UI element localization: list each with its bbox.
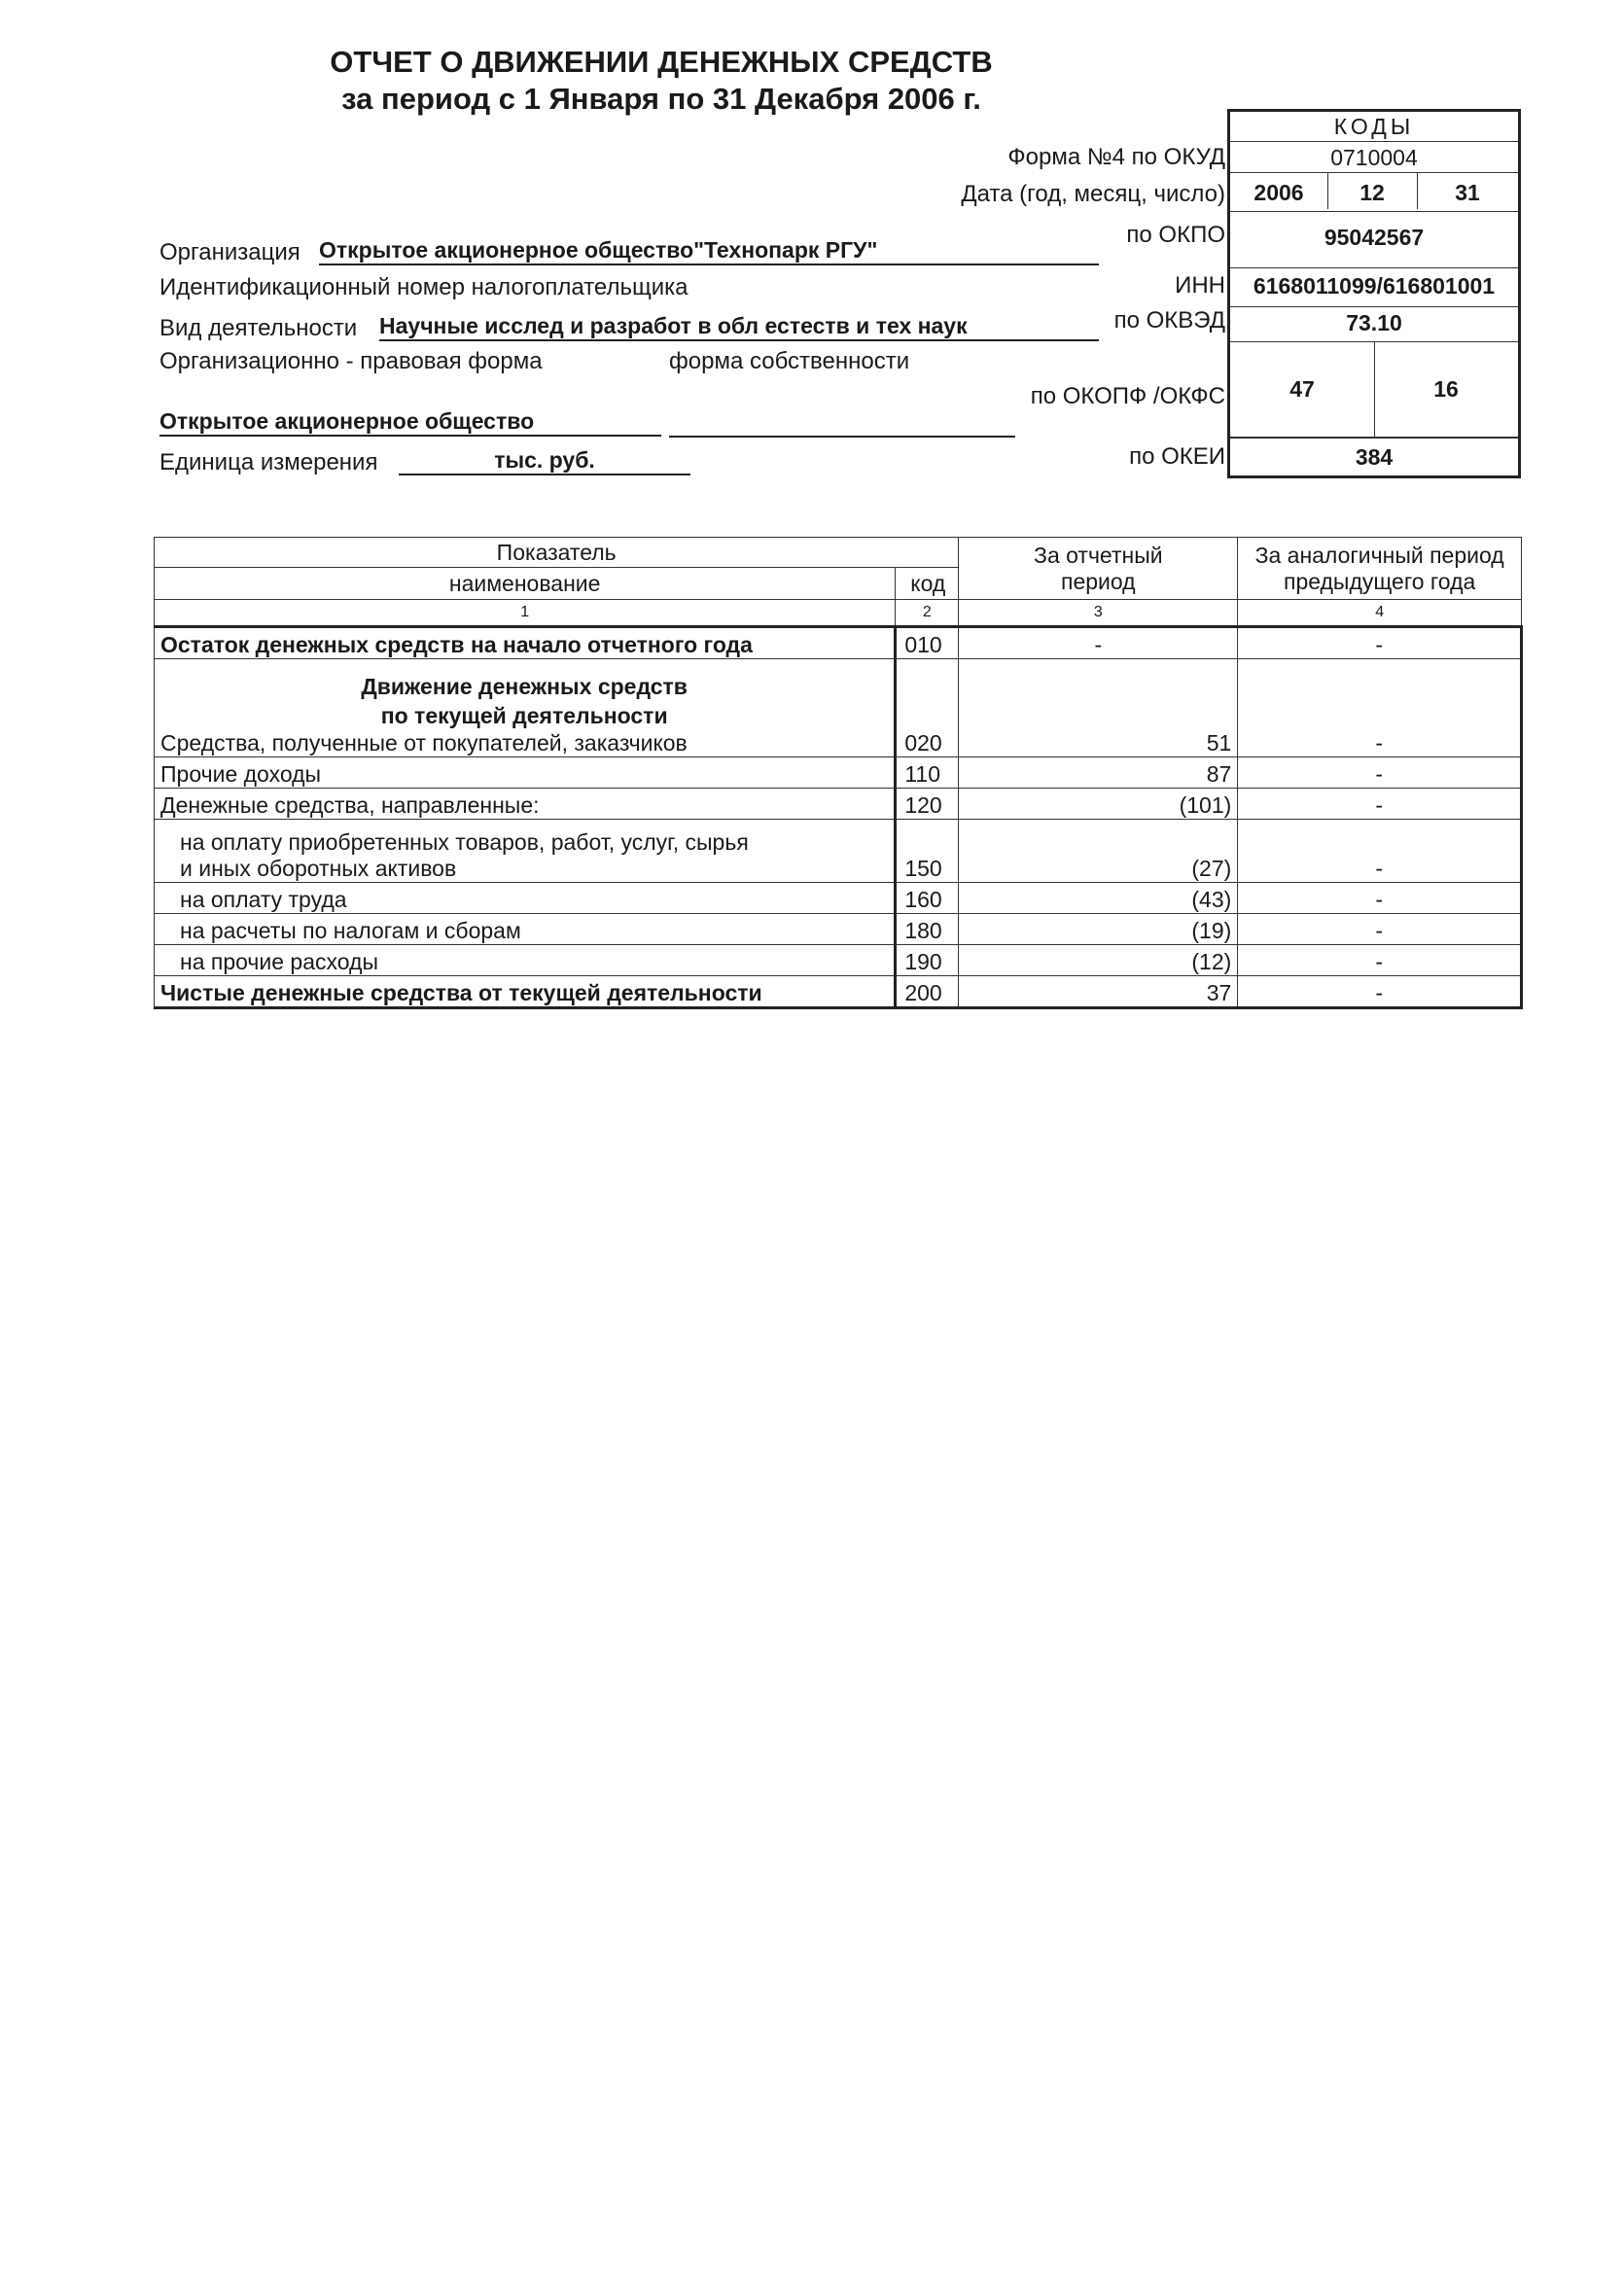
table-row [155,820,1522,883]
row-previous: - [1238,789,1522,820]
header-prev-line2: предыдущего года [1283,568,1476,594]
legal-form-value: Открытое акционерное общество [159,408,661,437]
row-current: (27) [959,820,1238,883]
okpo-label: по ОКПО [1126,222,1225,248]
column-index: 2 [896,600,959,627]
row-code: 020 [896,659,959,757]
row-current: (101) [959,789,1238,820]
row-current: 87 [959,757,1238,789]
row-name-line2: и иных оборотных активов [180,856,457,881]
row-name: Прочие доходы [155,757,896,789]
okfs-code: 16 [1433,376,1459,402]
unit-value: тыс. руб. [399,447,690,475]
activity-value: Научные исслед и разработ в обл естеств и тех наук [379,313,1099,341]
okud-code: 0710004 [1330,145,1418,170]
form-okud-label: Форма №4 по ОКУД [1007,144,1225,170]
ownership-value-line [669,408,1015,438]
table-row [155,789,1522,820]
row-previous: - [1238,659,1522,757]
row-previous: - [1238,976,1522,1008]
section-heading: по текущей деятельности [380,703,668,728]
date-day: 31 [1455,180,1480,205]
codes-header: КОДЫ [1333,114,1415,139]
row-previous: - [1238,883,1522,914]
row-code: 150 [896,820,959,883]
row-code: 110 [896,757,959,789]
okpo-code: 95042567 [1324,225,1425,250]
table-row [155,627,1522,659]
header-current-line1: За отчетный [1034,542,1163,568]
row-previous: - [1238,914,1522,945]
report-period: за период с 1 Января по 31 Декабря 2006 г. [341,82,981,116]
inn-label: ИНН [1175,272,1225,299]
row-name: Чистые денежные средства от текущей деятельности [155,976,896,1008]
row-code: 200 [896,976,959,1008]
table-row [155,914,1522,945]
header-previous-period [1238,538,1522,600]
row-name: Денежные средства, направленные: [155,789,896,820]
row-code: 180 [896,914,959,945]
legal-form-label: Организационно - правовая форма [159,348,543,374]
row-current: (43) [959,883,1238,914]
column-index: 4 [1238,600,1522,627]
date-label: Дата (год, месяц, число) [961,181,1225,207]
row-name: на оплату труда [155,883,896,914]
row-code: 160 [896,883,959,914]
row-current: (19) [959,914,1238,945]
table-row [155,757,1522,789]
row-current: 37 [959,976,1238,1008]
header-current-period [959,538,1238,600]
taxpayer-id-label: Идентификационный номер налогоплательщика [159,274,688,300]
row-previous: - [1238,757,1522,789]
date-year: 2006 [1253,180,1304,205]
column-index: 3 [959,600,1238,627]
okved-code: 73.10 [1346,310,1402,335]
row-name: на прочие расходы [155,945,896,976]
row-name-line1: на оплату приобретенных товаров, работ, услуг, сырья [180,829,749,855]
row-previous: - [1238,627,1522,659]
header-current-line2: период [1061,568,1136,594]
codes-box [1227,109,1521,478]
okei-label: по ОКЕИ [1129,443,1225,470]
okopf-okfs-label: по ОКОПФ /ОКФС [1030,383,1225,409]
row-code: 190 [896,945,959,976]
row-previous: - [1238,945,1522,976]
ownership-label: форма собственности [669,348,910,374]
date-month: 12 [1359,180,1385,205]
table-row [155,945,1522,976]
row-previous: - [1238,820,1522,883]
header-code: код [896,568,959,600]
okved-label: по ОКВЭД [1113,307,1225,334]
table-row [155,976,1522,1008]
row-code: 120 [896,789,959,820]
table-row [155,659,1522,757]
row-current: (12) [959,945,1238,976]
row-name [155,820,896,883]
report-title: ОТЧЕТ О ДВИЖЕНИИ ДЕНЕЖНЫХ СРЕДСТВ [330,45,993,79]
row-name: Остаток денежных средств на начало отчетного года [155,627,896,659]
row-name: Средства, полученные от покупателей, заказчиков [160,730,688,756]
row-name-with-section [155,659,896,757]
row-current: - [959,627,1238,659]
org-label: Организация [159,239,300,265]
header-indicator: Показатель [155,538,959,568]
inn-code: 6168011099/616801001 [1253,273,1496,299]
header-prev-line1: За аналогичный период [1254,542,1504,568]
okei-code: 384 [1355,444,1394,470]
section-heading: Движение денежных средств [361,674,688,699]
header-name: наименование [155,568,896,600]
activity-label: Вид деятельности [159,315,358,341]
org-name: Открытое акционерное общество"Технопарк РГУ" [319,237,1099,265]
row-name: на расчеты по налогам и сборам [155,914,896,945]
unit-label: Единица измерения [159,449,378,475]
table-row [155,883,1522,914]
okopf-code: 47 [1289,376,1315,402]
row-current: 51 [959,659,1238,757]
row-code: 010 [896,627,959,659]
cash-flow-table [154,537,1523,1009]
column-index: 1 [155,600,896,627]
